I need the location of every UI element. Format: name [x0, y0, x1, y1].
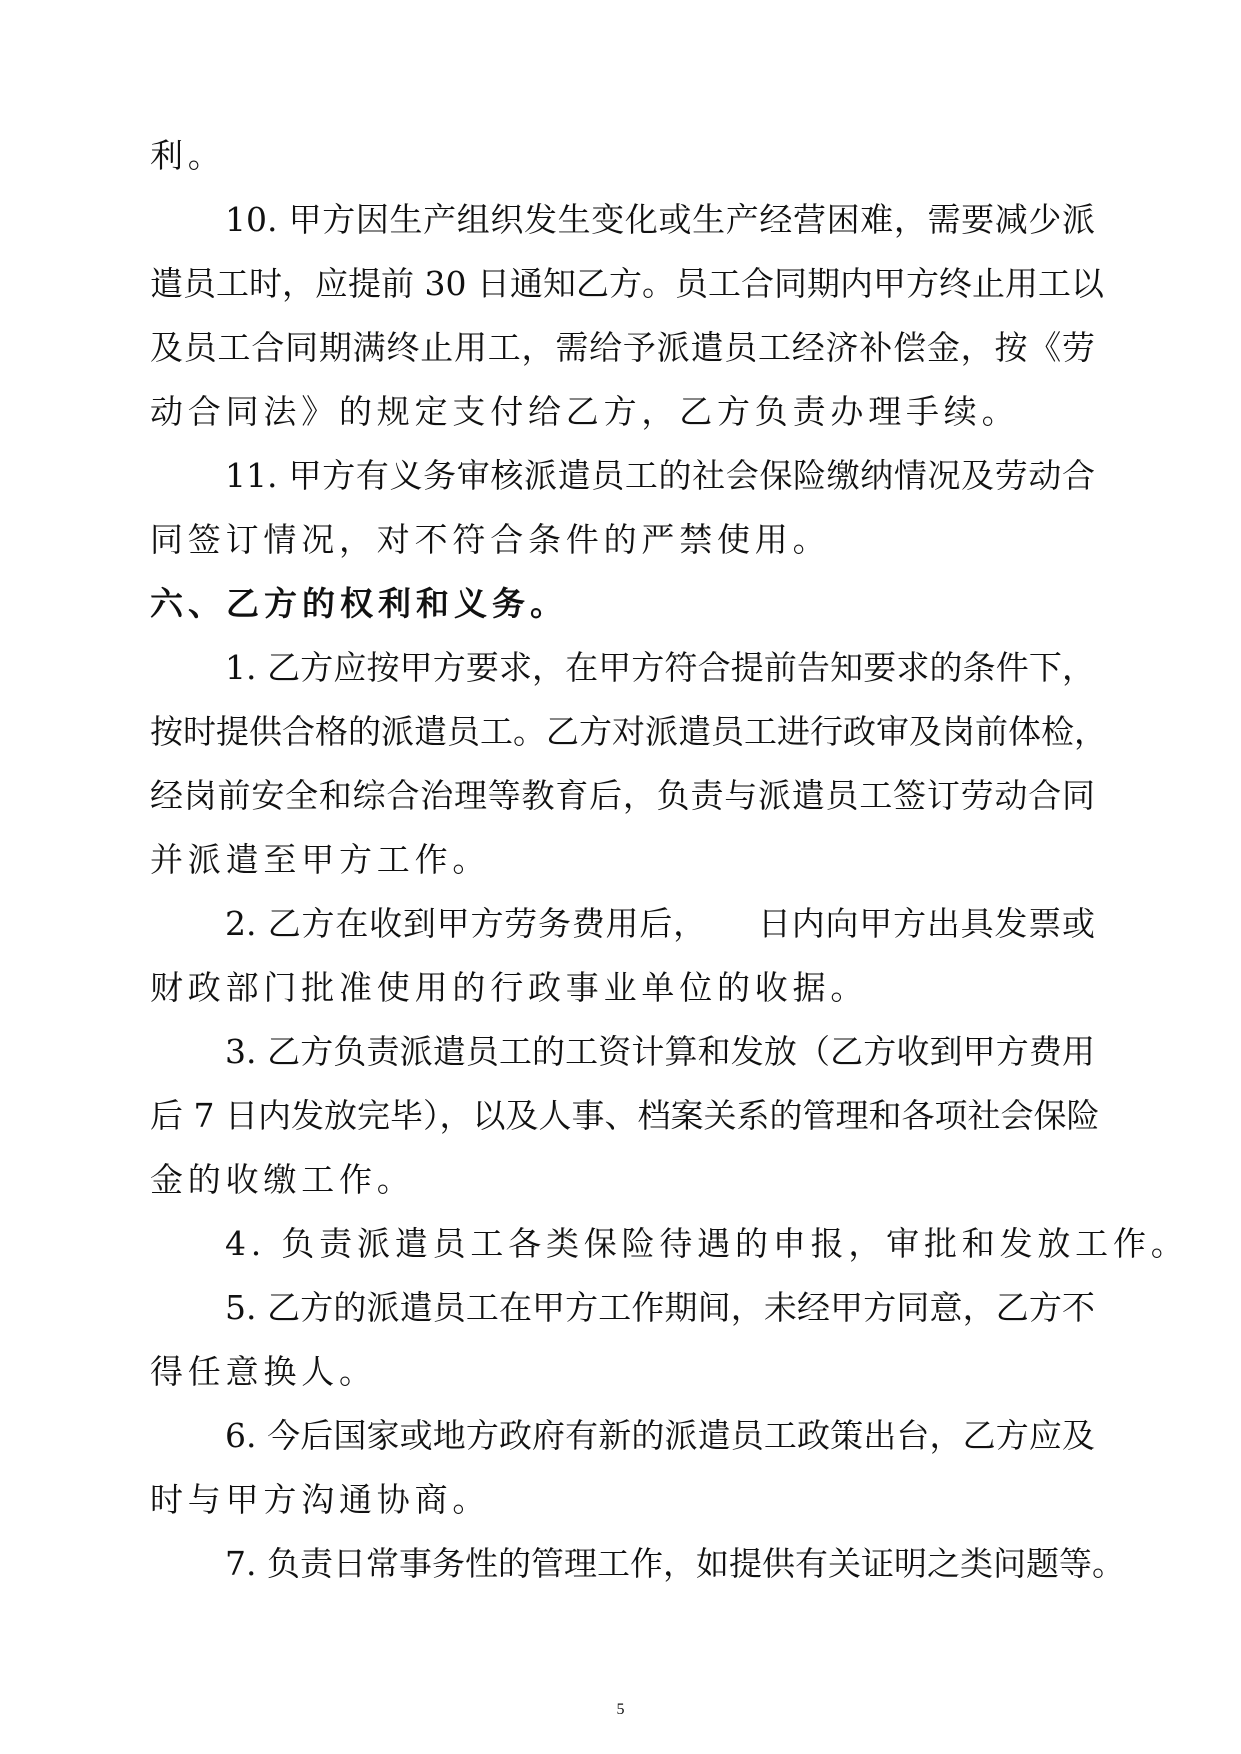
text-line: 财政部门批准使用的行政事业单位的收据。 — [150, 968, 869, 1007]
page-number: 5 — [616, 1701, 625, 1718]
text-line: 后 7 日内发放完毕），以及人事、档案关系的管理和各项社会保险 — [150, 1096, 1100, 1135]
text-line: 按时提供合格的派遣员工。乙方对派遣员工进行政审及岗前体检， — [150, 712, 1107, 751]
text-line: 2. 乙方在收到甲方劳务费用后， 日内向甲方出具发票或 — [225, 904, 1095, 943]
text-line: 经岗前安全和综合治理等教育后，负责与派遣员工签订劳动合同 — [150, 776, 1095, 815]
text-line: 同签订情况，对不符合条件的严禁使用。 — [150, 520, 831, 559]
text-line: 利。 — [150, 136, 226, 175]
text-line: 及员工合同期满终止用工，需给予派遣员工经济补偿金，按《劳 — [150, 328, 1095, 367]
text-line: 6. 今后国家或地方政府有新的派遣员工政策出台，乙方应及 — [225, 1416, 1095, 1455]
text-line: 1. 乙方应按甲方要求，在甲方符合提前告知要求的条件下， — [225, 648, 1095, 687]
text-line: 7. 负责日常事务性的管理工作，如提供有关证明之类问题等。 — [225, 1544, 1125, 1583]
text-line: 遣员工时，应提前 30 日通知乙方。员工合同期内甲方终止用工以 — [150, 264, 1104, 303]
text-line: 动合同法》的规定支付给乙方，乙方负责办理手续。 — [150, 392, 1020, 431]
text-line: 11. 甲方有义务审核派遣员工的社会保险缴纳情况及劳动合 — [225, 456, 1095, 495]
text-line: 金的收缴工作。 — [150, 1160, 415, 1199]
section-heading: 六、乙方的权利和义务。 — [150, 584, 568, 623]
text-line: 5. 乙方的派遣员工在甲方工作期间，未经甲方同意，乙方不 — [225, 1288, 1095, 1327]
text-line: 得任意换人。 — [150, 1352, 377, 1391]
text-line: 时与甲方沟通协商。 — [150, 1480, 491, 1519]
text-line: 3. 乙方负责派遣员工的工资计算和发放（乙方收到甲方费用 — [225, 1032, 1095, 1071]
text-line: 4. 负责派遣员工各类保险待遇的申报，审批和发放工作。 — [225, 1224, 1189, 1263]
text-line: 10. 甲方因生产组织发生变化或生产经营困难，需要减少派 — [225, 200, 1095, 239]
text-line: 并派遣至甲方工作。 — [150, 840, 491, 879]
